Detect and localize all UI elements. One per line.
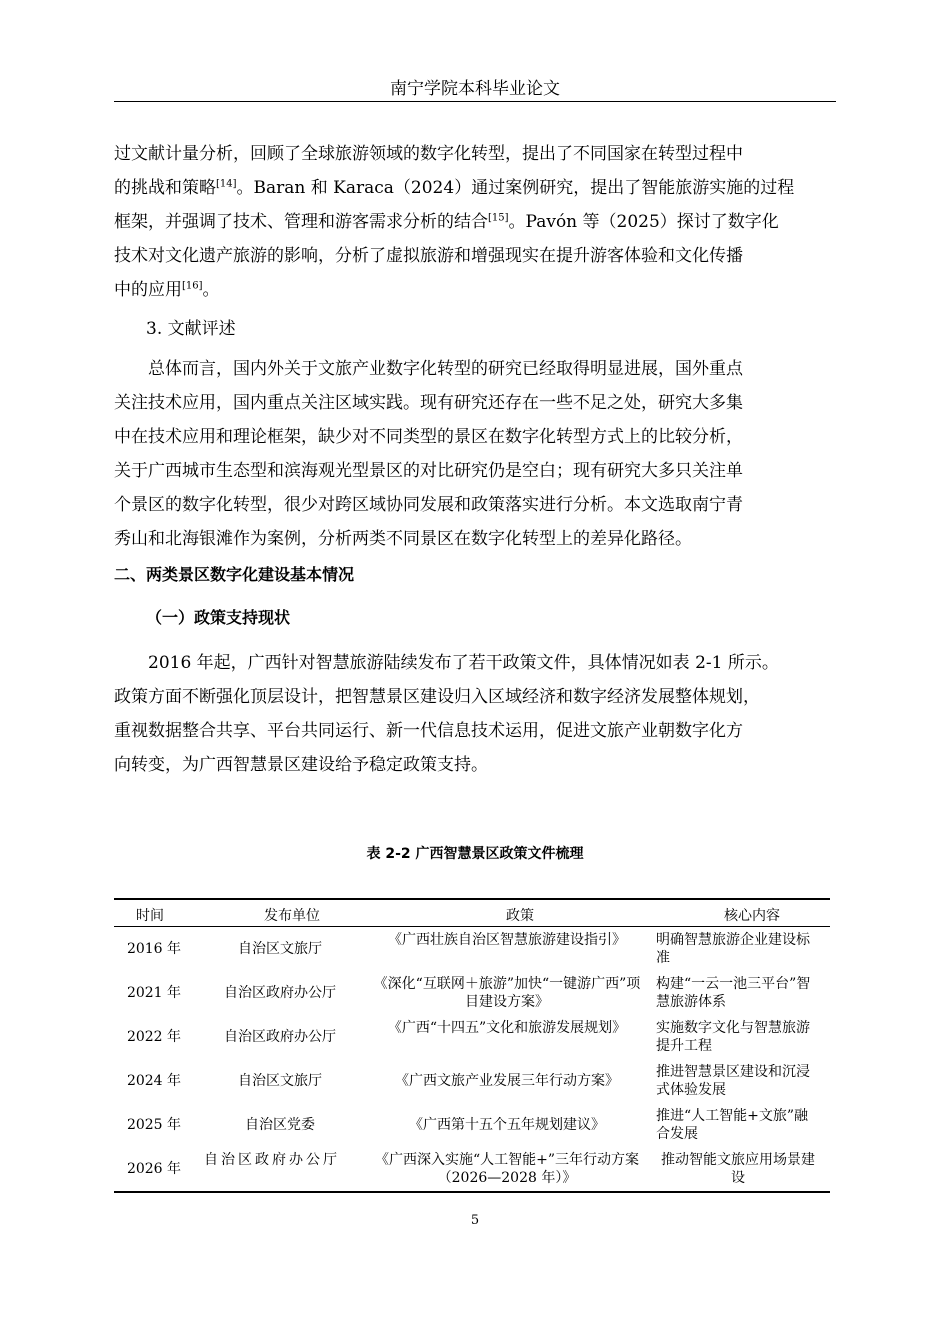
text-line <box>114 171 836 205</box>
text-line: 中在技术应用和理论框架，缺少对不同类型的景区在数字化转型方式上的比较分析， <box>114 427 743 447</box>
cell-content: 实施数字文化与智慧旅游提升工程 <box>656 1020 810 1054</box>
table-row <box>114 1015 830 1059</box>
text-run: 框架，并强调了技术、管理和游客需求分析的结合 <box>114 212 488 232</box>
column-header-policy: 政策 <box>506 908 534 924</box>
text-line: 关于广西城市生态型和滨海观光型景区的对比研究仍是空白；现有研究大多只关注单 <box>114 461 743 481</box>
paragraph-literature-foreign <box>114 137 836 307</box>
text-run: 。Pavón 等（2025）探讨了数字化 <box>508 212 779 232</box>
table-row <box>114 971 830 1015</box>
cell-policy: 《广西“十四五”文化和旅游发展规划》 <box>387 1020 627 1036</box>
table-row <box>114 1147 830 1191</box>
text-run: 。Baran 和 Karaca（2024）通过案例研究，提出了智能旅游实施的过程 <box>236 178 795 198</box>
text-line: 政策方面不断强化顶层设计，把智慧景区建设归入区域经济和数字经济发展整体规划， <box>114 687 760 707</box>
cell-unit: 自治区政府办公厅 <box>224 1029 336 1045</box>
cell-time: 2026 年 <box>126 1161 182 1177</box>
text-run: 。 <box>202 280 220 300</box>
cell-content: 推动智能文旅应用场景建设 <box>661 1152 815 1186</box>
cell-policy: 《广西壮族自治区智慧旅游建设指引》 <box>388 932 626 948</box>
table-caption: 表 2-2 广西智慧景区政策文件梳理 <box>366 846 584 862</box>
cell-unit: 自治区文旅厅 <box>238 1073 322 1089</box>
column-header-time: 时间 <box>136 908 164 924</box>
citation-ref: [14] <box>216 178 237 190</box>
cell-time: 2022 年 <box>126 1029 182 1045</box>
cell-policy: 《广西第十五个五年规划建议》 <box>409 1117 605 1133</box>
table-header-row <box>114 900 830 927</box>
text-run: 的挑战和策略 <box>114 178 216 198</box>
text-line: 个景区的数字化转型，很少对跨区域协同发展和政策落实进行分析。本文选取南宁青 <box>114 495 743 515</box>
page-number: 5 <box>470 1213 480 1228</box>
cell-unit: 自治区文旅厅 <box>238 941 322 957</box>
cell-content: 明确智慧旅游企业建设标准 <box>656 932 810 966</box>
subsection-heading: （一）政策支持现状 <box>146 608 291 627</box>
text-line: 关注技术应用，国内重点关注区域实践。现有研究还存在一些不足之处，研究大多集 <box>114 393 743 413</box>
cell-unit: 自治区政府办公厅 <box>224 985 336 1001</box>
subsection-title-literature-review: 3. 文献评述 <box>146 319 236 339</box>
cell-policy: 《广西文旅产业发展三年行动方案》 <box>395 1073 619 1089</box>
text-line: 秀山和北海银滩作为案例，分析两类不同景区在数字化转型上的差异化路径。 <box>114 529 692 549</box>
text-line: 过文献计量分析，回顾了全球旅游领域的数字化转型，提出了不同国家在转型过程中 <box>114 144 743 164</box>
text-line: 向转变，为广西智慧景区建设给予稳定政策支持。 <box>114 755 488 775</box>
header-rule <box>114 101 836 102</box>
cell-content: 构建“一云一池三平台”智慧旅游体系 <box>656 976 811 1010</box>
paragraph-policy-support <box>114 646 836 782</box>
text-line <box>114 205 836 239</box>
cell-content: 推进智慧景区建设和沉浸式体验发展 <box>656 1064 810 1098</box>
cell-time: 2016 年 <box>126 941 182 957</box>
text-run: 中的应用 <box>114 280 182 300</box>
text-line: 总体而言，国内外关于文旅产业数字化转型的研究已经取得明显进展，国外重点 <box>148 359 743 379</box>
cell-time: 2021 年 <box>126 985 182 1001</box>
policy-table <box>114 898 830 1193</box>
cell-unit: 自治区党委 <box>245 1117 315 1133</box>
column-header-unit: 发布单位 <box>264 908 320 924</box>
cell-time: 2024 年 <box>126 1073 182 1089</box>
table-row <box>114 1059 830 1103</box>
paragraph-literature-review <box>114 352 836 556</box>
running-header: 南宁学院本科毕业论文 <box>390 79 560 99</box>
citation-ref: [15] <box>488 212 509 224</box>
cell-content: 推进“人工智能+文旅”融合发展 <box>656 1108 809 1142</box>
text-line: 技术对文化遗产旅游的影响，分析了虚拟旅游和增强现实在提升游客体验和文化传播 <box>114 246 743 266</box>
section-heading: 二、两类景区数字化建设基本情况 <box>114 565 355 584</box>
cell-unit: 自治区政府办公厅 <box>204 1152 340 1168</box>
text-line <box>114 273 836 307</box>
text-line: 2016 年起，广西针对智慧旅游陆续发布了若干政策文件，具体情况如表 2-1 所示。 <box>148 653 779 673</box>
table-row <box>114 927 830 971</box>
text-line: 重视数据整合共享、平台共同运行、新一代信息技术运用，促进文旅产业朝数字化方 <box>114 721 743 741</box>
column-header-content: 核心内容 <box>724 908 780 924</box>
cell-time: 2025 年 <box>126 1117 182 1133</box>
table-row <box>114 1103 830 1147</box>
cell-policy: 《广西深入实施“人工智能+”三年行动方案（2026—2028 年）》 <box>374 1152 640 1186</box>
citation-ref: [16] <box>182 280 203 292</box>
cell-policy: 《深化“互联网＋旅游”加快“一键游广西”项目建设方案》 <box>373 976 641 1010</box>
